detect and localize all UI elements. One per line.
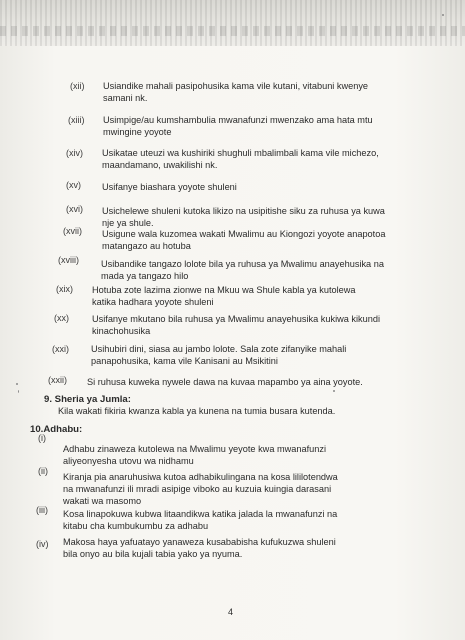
section-heading: 9. Sheria ya Jumla: <box>44 394 131 405</box>
section-text-line: Kila wakati fikiria kwanza kabla ya kunena na tumia busara kutenda. <box>58 406 336 416</box>
rule-text-line: Usimpige/au kumshambulia mwanafunzi mwenzako ama hata mtu <box>103 115 373 125</box>
rule-text-line: maandamano, uwakilishi nk. <box>102 160 218 170</box>
rule-text-line: kinachohusika <box>92 326 151 336</box>
rule-text-line: mwingine yoyote <box>103 127 172 137</box>
rule-text-line: Usifanye mkutano bila ruhusa ya Mwalimu anayehusika kukiwa kikundi <box>92 314 381 324</box>
punishment-text-line: Adhabu zinaweza kutolewa na Mwalimu yeyote kwa mwanafunzi <box>63 444 327 454</box>
scan-speck <box>16 383 18 385</box>
punishment-number: (iii) <box>36 505 48 515</box>
rule-number: (xviii) <box>58 255 79 265</box>
rule-number: (xxii) <box>48 375 67 385</box>
rule-text-line: panapohusika, kama vile Kanisani au Msikitini <box>91 356 278 366</box>
rule-text-line: Usifanye biashara yoyote shuleni <box>102 182 237 192</box>
rule-text-line: matangazo au hotuba <box>102 241 191 251</box>
rule-text-line: Hotuba zote lazima zionwe na Mkuu wa Shule kabla ya kutolewa <box>92 285 356 295</box>
punishment-text-line: bila onyo au bila kujali tabia yako ya nyuma. <box>63 549 243 559</box>
punishment-text-line: kitabu cha kumbukumbu za adhabu <box>63 521 209 531</box>
rule-number: (xix) <box>56 284 73 294</box>
rule-number: (xv) <box>66 180 81 190</box>
rule-text-line: nje ya shule. <box>102 218 154 228</box>
rule-number: (xxi) <box>52 344 69 354</box>
rule-text-line: Usibandike tangazo lolote bila ya ruhusa ya Mwalimu anayehusika na <box>101 259 384 269</box>
rule-text-line: Usigune wala kuzomea wakati Mwalimu au Kiongozi yoyote anapotoa <box>102 229 386 239</box>
punishment-number: (ii) <box>38 466 48 476</box>
punishment-text-line: Makosa haya yafuatayo yanaweza kusababisha kufukuzwa shuleni <box>63 537 336 547</box>
rule-text-line: Usikatae uteuzi wa kushiriki shughuli mbalimbali kama vile michezo, <box>102 148 379 158</box>
scan-speck <box>333 390 335 392</box>
punishment-number: (iv) <box>36 539 49 549</box>
punishment-number: (i) <box>38 433 46 443</box>
scan-speck <box>442 14 444 16</box>
rule-text-line: samani nk. <box>103 93 148 103</box>
rule-text-line: Si ruhusa kuweka nywele dawa na kuvaa mapambo ya aina yoyote. <box>87 377 363 387</box>
rule-text-line: Usichelewe shuleni kutoka likizo na usipitishe siku za ruhusa ya kuwa <box>102 206 385 216</box>
rule-number: (xiii) <box>68 115 85 125</box>
scan-speck <box>18 390 19 393</box>
rule-number: (xvi) <box>66 204 83 214</box>
rule-number: (xvii) <box>63 226 82 236</box>
rule-text-line: Usiandike mahali pasipohusika kama vile kutani, vitabuni kwenye <box>103 81 369 91</box>
rule-text-line: mada ya tangazo hilo <box>101 271 189 281</box>
punishment-text-line: na mwanafunzi ili mradi asipige viboko au kuzuia kuingia darasani <box>63 484 332 494</box>
page-number: 4 <box>228 607 234 617</box>
punishment-text-line: Kiranja pia anaruhusiwa kutoa adhabikulingana na kosa lililotendwa <box>63 472 338 482</box>
section-heading: 10.Adhabu: <box>30 424 83 435</box>
scan-shadow-top <box>0 0 465 46</box>
rule-number: (xii) <box>70 81 85 91</box>
punishment-text-line: aliyeonyesha utovu wa nidhamu <box>63 456 194 466</box>
punishment-text-line: wakati wa masomo <box>63 496 142 506</box>
punishment-text-line: Kosa linapokuwa kubwa litaandikwa katika jalada la mwanafunzi na <box>63 509 338 519</box>
rule-text-line: katika hadhara yoyote shuleni <box>92 297 214 307</box>
rule-number: (xx) <box>54 313 69 323</box>
rule-text-line: Usihubiri dini, siasa au jambo lolote. Sala zote zifanyike mahali <box>91 344 347 354</box>
rule-number: (xiv) <box>66 148 83 158</box>
